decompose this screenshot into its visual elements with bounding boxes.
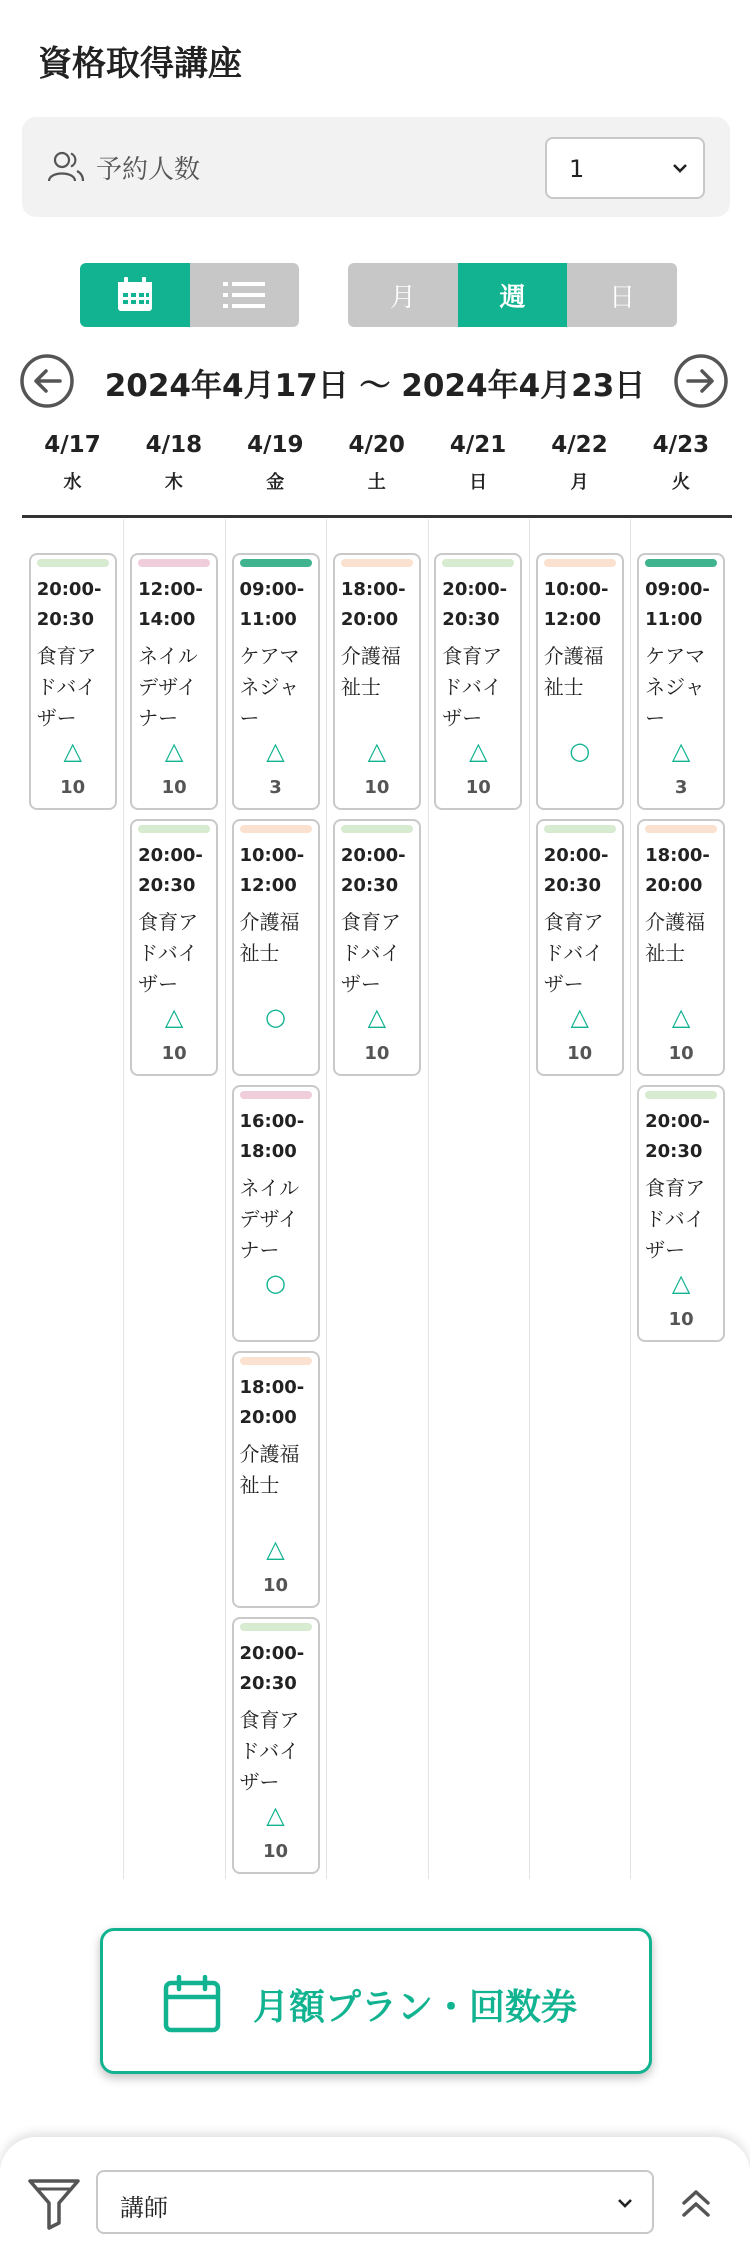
remaining-seats: 10: [668, 1043, 694, 1064]
remaining-seats: 10: [262, 1841, 289, 1862]
day-weekday: 日: [469, 472, 488, 493]
remaining-seats: 10: [161, 1043, 187, 1064]
availability-mark: △: [367, 737, 387, 765]
slot-start-time: 18:00-: [645, 845, 710, 866]
slot-end-time: 12:00: [239, 875, 297, 896]
slot-course-name: 介護福祉士: [239, 1442, 300, 1497]
slot-start-time: 10:00-: [239, 845, 305, 866]
slot-course-name: 食育アドバイザー: [543, 910, 604, 996]
slot-end-time: 11:00: [239, 609, 297, 630]
schedule-slot[interactable]: [130, 553, 218, 810]
day-date: 4/20: [348, 432, 405, 458]
next-week-arrow-icon[interactable]: [673, 353, 729, 409]
slot-start-time: 20:00-: [340, 845, 406, 866]
slot-time: [240, 1107, 305, 1167]
schedule-slot[interactable]: [232, 1351, 320, 1608]
calendar-icon: [116, 277, 154, 313]
slot-start-time: 20:00-: [442, 579, 508, 600]
tab-day[interactable]: 日: [567, 263, 677, 327]
slot-time: [544, 575, 609, 635]
schedule-slot[interactable]: [232, 1617, 320, 1874]
day-weekday: 火: [671, 472, 690, 493]
availability-mark: △: [266, 1535, 285, 1563]
course-color-bar: [544, 559, 616, 567]
day-weekday: 水: [63, 472, 82, 493]
day-weekday: 土: [367, 472, 386, 493]
schedule-slot[interactable]: [29, 553, 117, 810]
course-color-bar: [240, 1357, 312, 1365]
course-color-bar: [544, 825, 616, 833]
course-color-bar: [645, 559, 717, 567]
schedule-slot[interactable]: [333, 819, 421, 1076]
slot-end-time: 20:00: [239, 1407, 297, 1428]
slot-start-time: 10:00-: [543, 579, 609, 600]
availability-mark: ○: [569, 737, 591, 765]
column-divider: [225, 519, 226, 1879]
slot-end-time: 11:00: [645, 609, 703, 630]
people-icon: [46, 147, 86, 187]
remaining-seats: 10: [60, 777, 86, 798]
schedule-slot[interactable]: [232, 819, 320, 1076]
schedule-slot[interactable]: [232, 1085, 320, 1342]
reservation-count-value: 1: [569, 155, 585, 183]
slot-course-name: 食育アドバイザー: [36, 644, 97, 730]
availability-mark: △: [570, 1003, 589, 1031]
week-range-label: 2024年4月17日 〜 2024年4月23日: [104, 368, 646, 404]
reservation-count-label: 予約人数: [96, 155, 201, 185]
course-color-bar: [138, 559, 210, 567]
day-date: 4/17: [44, 432, 101, 458]
remaining-seats: 10: [262, 1575, 289, 1596]
availability-mark: △: [469, 737, 488, 765]
chevron-down-icon: [616, 2194, 634, 2212]
remaining-seats: 3: [269, 777, 282, 798]
remaining-seats: 10: [161, 777, 187, 798]
day-date: 4/22: [551, 432, 608, 458]
slot-start-time: 20:00-: [239, 1643, 305, 1664]
course-color-bar: [341, 825, 413, 833]
column-divider: [326, 519, 327, 1879]
monthly-plan-button[interactable]: [100, 1928, 652, 2074]
range-tabs: [348, 263, 677, 327]
day-weekday: 月: [570, 472, 589, 493]
schedule-slot[interactable]: [637, 819, 725, 1076]
slot-end-time: 20:30: [543, 875, 601, 896]
slot-end-time: 20:00: [340, 609, 399, 630]
day-date: 4/18: [145, 432, 203, 458]
monthly-plan-label: 月額プラン・回数券: [253, 1987, 578, 2028]
course-color-bar: [240, 1091, 312, 1099]
schedule-slot[interactable]: [232, 553, 320, 810]
slot-start-time: 16:00-: [239, 1111, 305, 1132]
list-view-button[interactable]: [190, 263, 300, 327]
reservation-panel: [22, 117, 730, 217]
course-color-bar: [138, 825, 210, 833]
slot-course-name: 食育アドバイザー: [138, 910, 199, 996]
remaining-seats: 3: [674, 777, 688, 798]
slot-end-time: 14:00: [138, 609, 196, 630]
availability-mark: △: [63, 737, 82, 765]
slot-end-time: 20:30: [138, 875, 196, 896]
day-date: 4/23: [652, 432, 710, 458]
slot-time: [645, 1107, 710, 1167]
slot-course-name: ケアマネジャー: [239, 644, 300, 730]
slot-time: [138, 841, 203, 901]
availability-mark: △: [164, 1003, 184, 1031]
remaining-seats: 10: [364, 1043, 390, 1064]
slot-end-time: 12:00: [543, 609, 601, 630]
list-icon: [223, 282, 265, 308]
slot-course-name: 食育アドバイザー: [340, 910, 401, 996]
slot-end-time: 20:00: [645, 875, 703, 896]
column-divider: [529, 519, 530, 1879]
slot-time: [240, 575, 305, 635]
schedule-slot[interactable]: [536, 553, 624, 810]
column-divider: [428, 519, 429, 1879]
slot-course-name: ネイルデザイナー: [138, 644, 198, 730]
course-color-bar: [240, 1623, 312, 1631]
day-weekday: 木: [164, 472, 183, 493]
course-color-bar: [645, 825, 717, 833]
slot-time: [240, 1373, 305, 1433]
slot-end-time: 20:30: [340, 875, 399, 896]
availability-mark: △: [367, 1003, 387, 1031]
slot-time: [240, 841, 305, 901]
course-color-bar: [240, 559, 312, 567]
column-divider: [630, 519, 631, 1879]
reservation-count-select[interactable]: [545, 137, 705, 199]
slot-end-time: 20:30: [36, 609, 94, 630]
calendar-icon: [163, 1975, 221, 2033]
day-header: [630, 432, 731, 494]
slot-end-time: 18:00: [239, 1141, 297, 1162]
day-date: 4/19: [247, 432, 304, 458]
slot-course-name: ネイルデザイナー: [239, 1176, 300, 1262]
slot-start-time: 20:00-: [36, 579, 102, 600]
day-header: [529, 432, 630, 494]
chevron-double-up-icon[interactable]: [676, 2181, 716, 2225]
course-color-bar: [442, 559, 514, 567]
slot-time: [37, 575, 102, 635]
day-header: [123, 432, 224, 494]
tab-week[interactable]: 週: [458, 263, 568, 327]
slot-time: [341, 575, 406, 635]
availability-mark: △: [266, 1801, 285, 1829]
remaining-seats: 10: [668, 1309, 694, 1330]
schedule-slot[interactable]: [637, 553, 725, 810]
slot-time: [645, 841, 710, 901]
remaining-seats: 10: [567, 1043, 593, 1064]
schedule-slot[interactable]: [333, 553, 421, 810]
slot-course-name: 食育アドバイザー: [239, 1708, 300, 1794]
slot-end-time: 20:30: [239, 1673, 297, 1694]
day-date: 4/21: [449, 432, 507, 458]
slot-time: [240, 1639, 305, 1699]
availability-mark: ○: [265, 1269, 286, 1297]
slot-course-name: 食育アドバイザー: [645, 1176, 706, 1262]
availability-mark: △: [671, 1269, 691, 1297]
availability-mark: △: [164, 737, 184, 765]
slot-end-time: 20:30: [442, 609, 500, 630]
remaining-seats: 10: [465, 777, 491, 798]
slot-time: [544, 841, 609, 901]
filter-icon[interactable]: [26, 2175, 82, 2231]
calendar-view-button[interactable]: [80, 263, 190, 327]
view-mode-toggle: [80, 263, 299, 327]
slot-start-time: 20:00-: [645, 1111, 710, 1132]
slot-start-time: 09:00-: [645, 579, 710, 600]
instructor-select-value: 講師: [120, 2194, 168, 2222]
course-color-bar: [37, 559, 109, 567]
schedule-slot[interactable]: [434, 553, 522, 810]
page-title: 資格取得講座: [38, 44, 242, 84]
slot-start-time: 18:00-: [340, 579, 406, 600]
chevron-down-icon: [671, 159, 689, 177]
column-divider: [123, 519, 124, 1879]
slot-course-name: ケアマネジャー: [645, 644, 706, 730]
slot-course-name: 食育アドバイザー: [442, 644, 503, 730]
slot-start-time: 20:00-: [543, 845, 609, 866]
remaining-seats: 10: [364, 777, 390, 798]
slot-course-name: 介護福祉士: [543, 644, 604, 699]
course-color-bar: [240, 825, 312, 833]
course-color-bar: [645, 1091, 717, 1099]
tab-month[interactable]: 月: [348, 263, 458, 327]
slot-time: [138, 575, 203, 635]
slot-time: [645, 575, 710, 635]
slot-end-time: 20:30: [645, 1141, 703, 1162]
slot-start-time: 20:00-: [138, 845, 203, 866]
instructor-select[interactable]: [96, 2170, 654, 2234]
slot-course-name: 介護福祉士: [239, 910, 300, 965]
slot-course-name: 介護福祉士: [340, 644, 401, 699]
filter-bar: [0, 2137, 750, 2253]
schedule-slot[interactable]: [637, 1085, 725, 1342]
day-header: [225, 432, 326, 494]
day-header: [428, 432, 529, 494]
availability-mark: △: [266, 737, 285, 765]
schedule-slot[interactable]: [536, 819, 624, 1076]
day-header: [22, 432, 123, 494]
availability-mark: ○: [265, 1003, 286, 1031]
slot-course-name: 介護福祉士: [645, 910, 706, 965]
slot-start-time: 12:00-: [138, 579, 203, 600]
slot-time: [341, 841, 406, 901]
slot-start-time: 18:00-: [239, 1377, 305, 1398]
course-color-bar: [341, 559, 413, 567]
day-weekday: 金: [266, 472, 285, 493]
availability-mark: △: [671, 737, 691, 765]
availability-mark: △: [671, 1003, 691, 1031]
day-header: [326, 432, 427, 494]
schedule-slot[interactable]: [130, 819, 218, 1076]
slot-time: [442, 575, 507, 635]
header-divider: [22, 515, 732, 518]
slot-start-time: 09:00-: [239, 579, 305, 600]
